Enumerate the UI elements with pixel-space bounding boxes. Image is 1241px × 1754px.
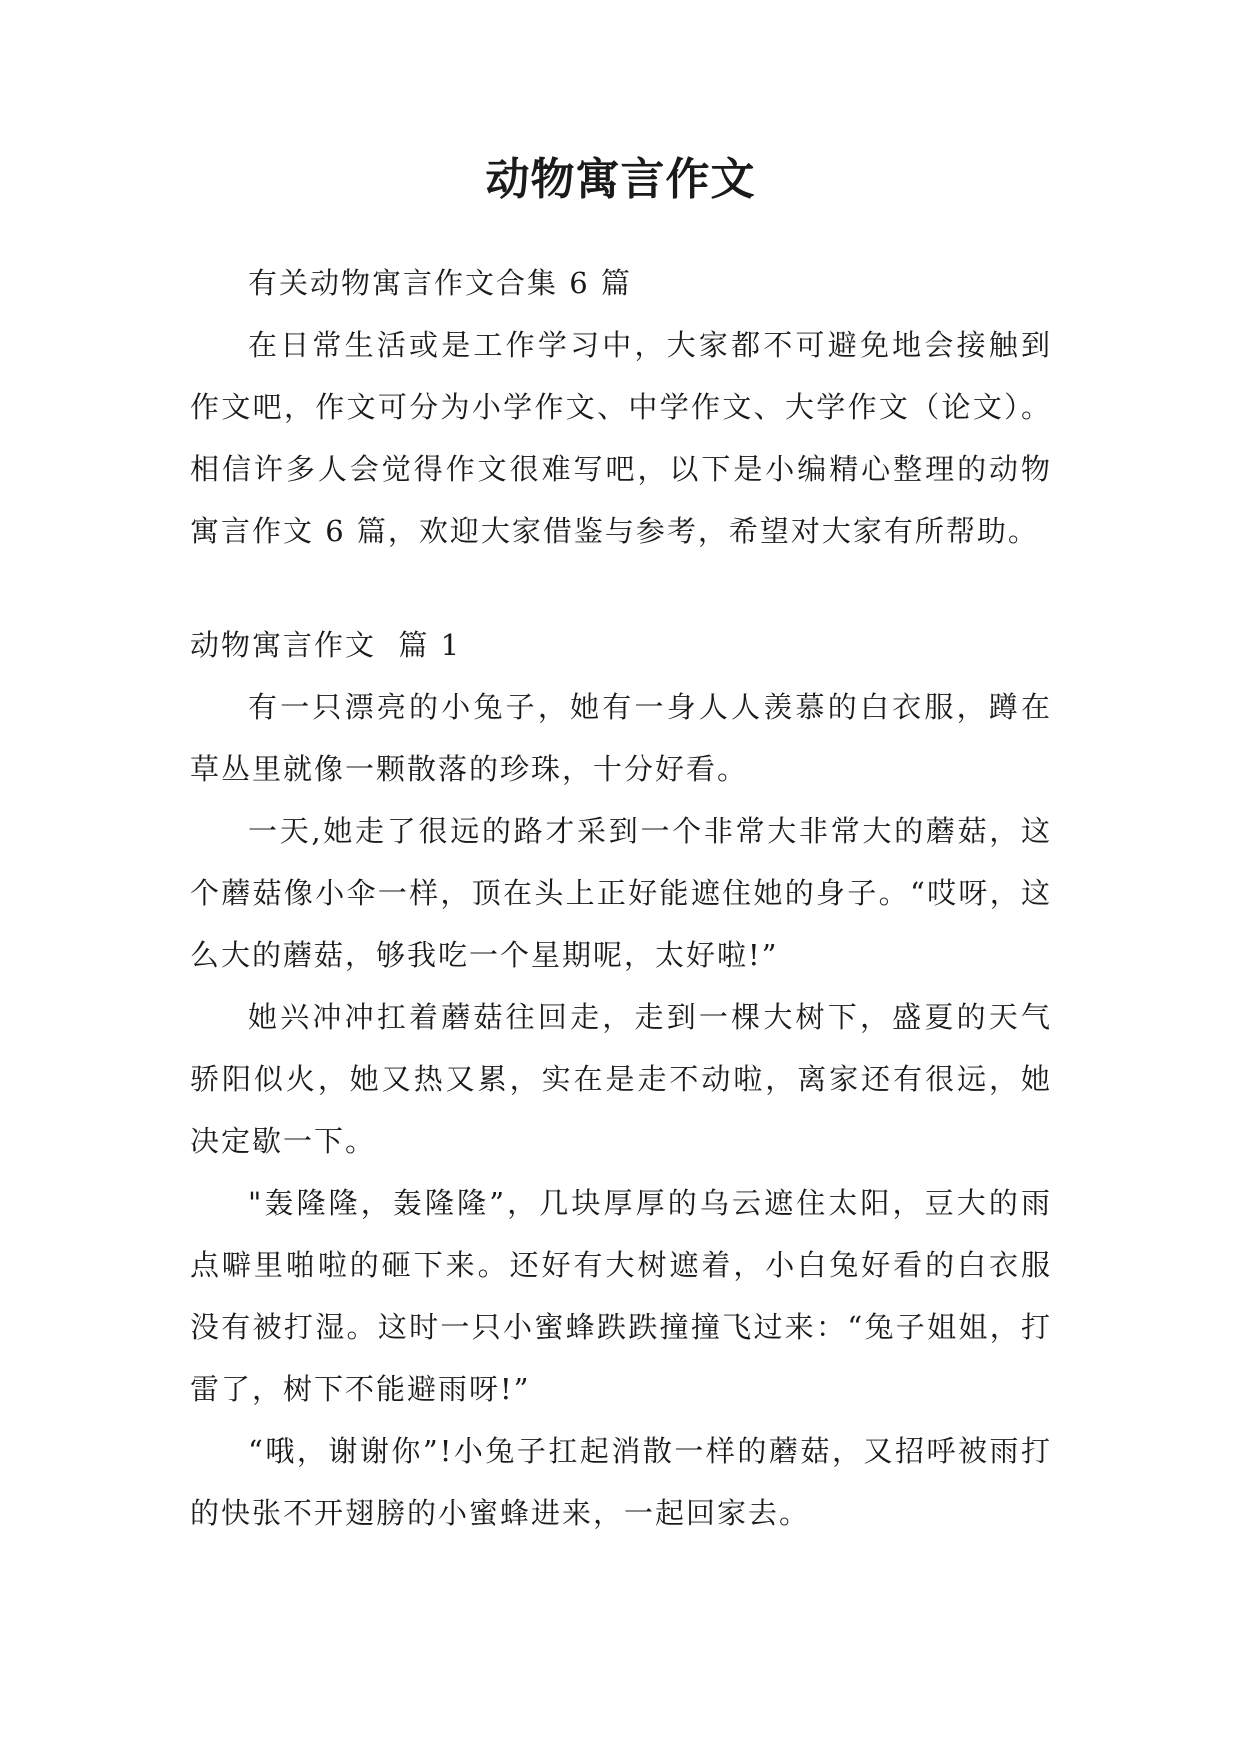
- story-paragraph: 有一只漂亮的小兔子，她有一身人人羡慕的白衣服，蹲在草丛里就像一颗散落的珍珠，十分好看。: [190, 690, 1052, 786]
- story-paragraph: "轰隆隆，轰隆隆”，几块厚厚的乌云遮住太阳，豆大的雨点噼里啪啦的砸下来。还好有大树遮着，小白兔好看的白衣服没有被打湿。这时一只小蜜蜂跌跌撞撞飞过来：“兔子姐姐，打雷了，树下不能避雨呀!”: [190, 1186, 1052, 1406]
- story-paragraph: 一天,她走了很远的路才采到一个非常大非常大的蘑菇，这个蘑菇像小伞一样，顶在头上正好能遮住她的身子。“哎呀，这么大的蘑菇，够我吃一个星期呢，太好啦!”: [190, 814, 1052, 972]
- section-heading: 动物寓言作文 篇 1: [190, 628, 462, 662]
- story-paragraph: 她兴冲冲扛着蘑菇往回走，走到一棵大树下，盛夏的天气骄阳似火，她又热又累，实在是走不动啦，离家还有很远，她决定歇一下。: [190, 1000, 1052, 1158]
- section-spacer: [190, 562, 1052, 614]
- story-paragraph: “哦，谢谢你”!小兔子扛起消散一样的蘑菇，又招呼被雨打的快张不开翅膀的小蜜蜂进来，一起回家去。: [190, 1434, 1052, 1530]
- document-body: [190, 252, 1052, 1544]
- intro-paragraph: 在日常生活或是工作学习中，大家都不可避免地会接触到作文吧，作文可分为小学作文、中学作文、大学作文（论文）。相信许多人会觉得作文很难写吧，以下是小编精心整理的动物寓言作文 6 篇，欢迎大家借鉴与参考，希望对大家有所帮助。: [190, 328, 1052, 548]
- intro-summary-line: 有关动物寓言作文合集 6 篇: [248, 266, 632, 300]
- document-title: 动物寓言作文: [485, 154, 756, 205]
